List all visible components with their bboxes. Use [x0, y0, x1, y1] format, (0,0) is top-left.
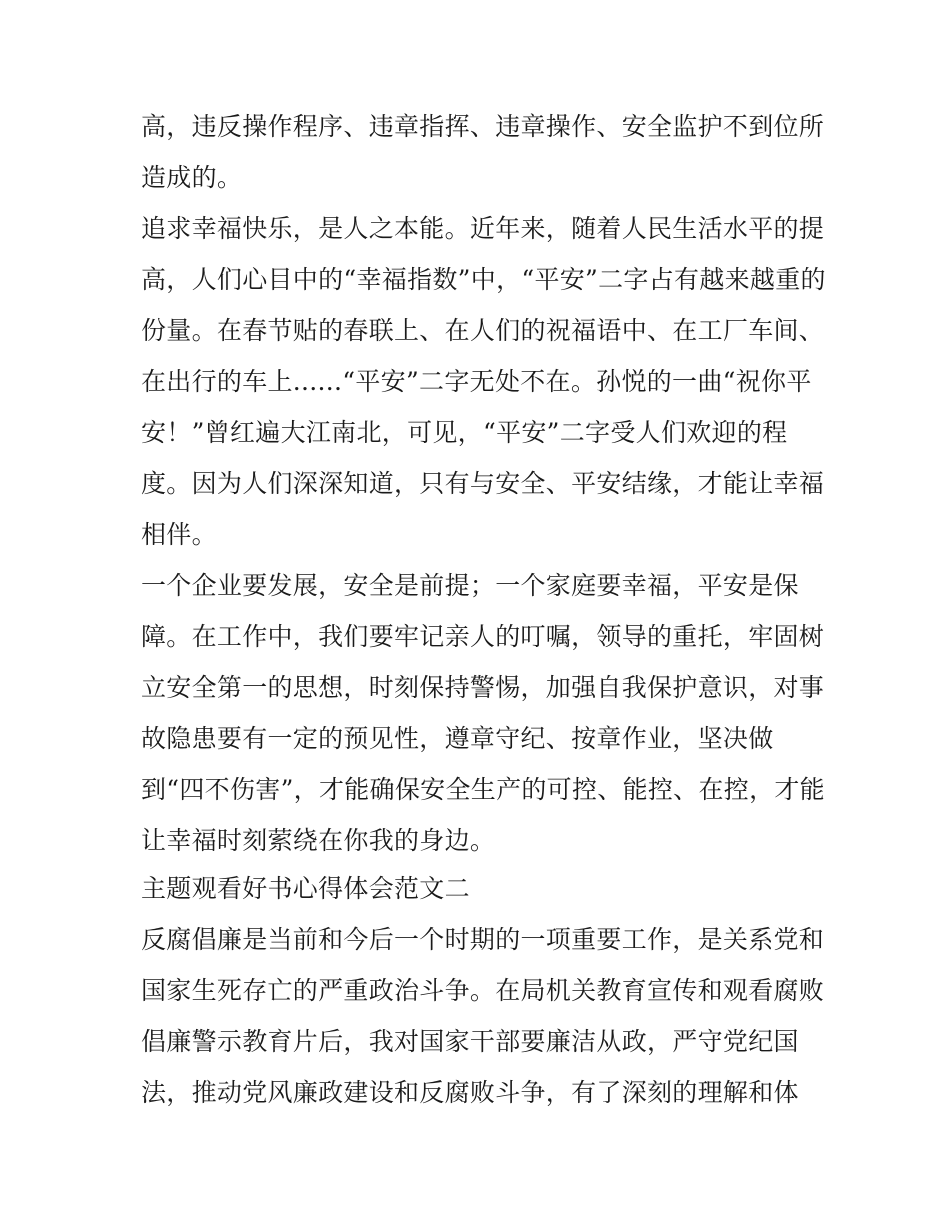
text-line-13: 故隐患要有一定的预见性，遵章守纪、按章作业，坚决做 — [141, 724, 774, 753]
text-line-14: 到“四不伤害”，才能确保安全生产的可控、能控、在控，才能 — [141, 775, 825, 804]
text-line-19: 倡廉警示教育片后，我对国家干部要廉洁从政，严守党纪国 — [141, 1027, 799, 1056]
text-line-5: 份量。在春节贴的春联上、在人们的祝福语中、在工厂车间、 — [141, 316, 825, 345]
text-line-10: 一个企业要发展，安全是前提；一个家庭要幸福，平安是保 — [141, 571, 799, 600]
text-line-9: 相伴。 — [141, 520, 217, 549]
text-line-17: 反腐倡廉是当前和今后一个时期的一项重要工作，是关系党和 — [141, 925, 825, 954]
text-line-3: 追求幸福快乐，是人之本能。近年来，随着人民生活水平的提 — [141, 214, 825, 243]
text-line-12: 立安全第一的思想，时刻保持警惕，加强自我保护意识，对事 — [141, 673, 825, 702]
text-line-4: 高，人们心目中的“幸福指数”中，“平安”二字占有越来越重的 — [141, 265, 826, 294]
text-line-15: 让幸福时刻萦绕在你我的身边。 — [141, 826, 496, 855]
text-line-18: 国家生死存亡的严重政治斗争。在局机关教育宣传和观看腐败 — [141, 976, 825, 1005]
text-line-6: 在出行的车上......“平安”二字无处不在。孙悦的一曲“祝你平 — [141, 367, 812, 396]
text-line-11: 障。在工作中，我们要牢记亲人的叮嘱，领导的重托，牢固树 — [141, 622, 825, 651]
section-heading: 主题观看好书心得体会范文二 — [141, 874, 470, 903]
text-line-8: 度。因为人们深深知道，只有与安全、平安结缘，才能让幸福 — [141, 469, 825, 498]
text-line-20: 法，推动党风廉政建设和反腐败斗争，有了深刻的理解和体 — [141, 1078, 799, 1107]
text-line-7: 安！”曾红遍大江南北，可见，“平安”二字受人们欢迎的程 — [141, 418, 788, 447]
text-line-1: 高，违反操作程序、违章指挥、违章操作、安全监护不到位所 — [141, 112, 825, 141]
text-line-2: 造成的。 — [141, 163, 243, 192]
